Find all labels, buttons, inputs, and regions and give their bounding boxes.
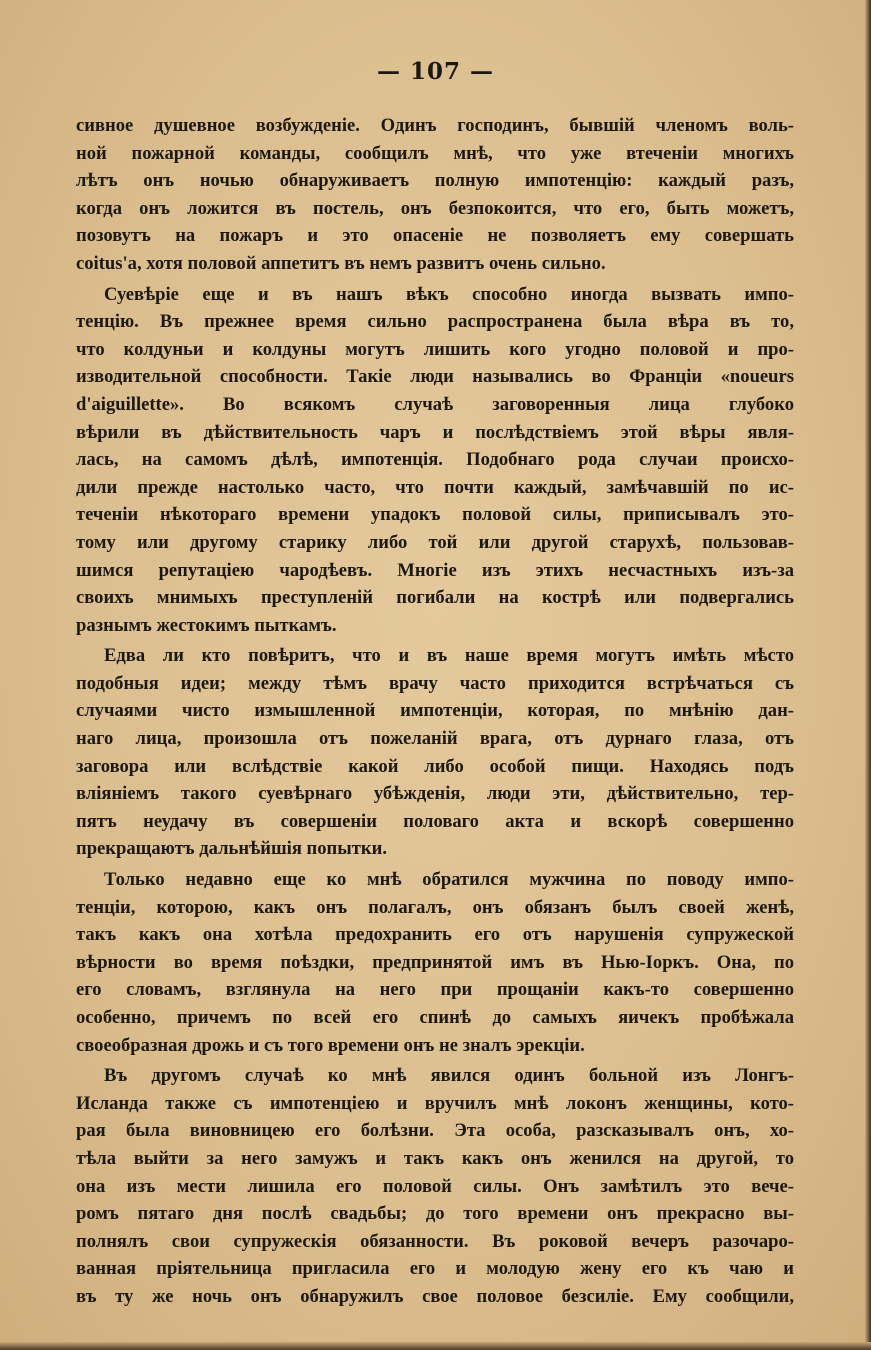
text-line: дили прежде настолько часто, что почти каждый, замѣчавшій по ис- bbox=[76, 476, 794, 498]
body-text bbox=[76, 112, 794, 1314]
text-line: тѣла выйти за него замужъ и такъ какъ онъ женился на другой, то bbox=[76, 1147, 794, 1169]
text-line: тому или другому старику либо той или другой старухѣ, пользовав- bbox=[76, 531, 794, 553]
text-line: своеобразная дрожь и съ того времени онъ не зналъ эрекціи. bbox=[76, 1034, 585, 1056]
text-line: coitus'а, хотя половой аппетитъ въ немъ развитъ очень сильно. bbox=[76, 252, 606, 274]
text-line: ванная пріятельница пригласила его и молодую жену его къ чаю и bbox=[76, 1258, 794, 1280]
text-line: ромъ пятаго дня послѣ свадьбы; до того времени онъ прекрасно вы- bbox=[76, 1203, 794, 1225]
text-line: сивное душевное возбужденіе. Одинъ господинъ, бывшій членомъ воль- bbox=[76, 115, 794, 136]
paragraph bbox=[76, 112, 794, 278]
text-line: случаями чисто измышленной импотенціи, которая, по мнѣнію дан- bbox=[76, 700, 794, 722]
text-line: лась, на самомъ дѣлѣ, импотенція. Подобнаго рода случаи происхо- bbox=[76, 449, 794, 471]
text-line: позовутъ на пожаръ и это опасеніе не позволяетъ ему совершать bbox=[76, 225, 794, 247]
text-line: шимся репутаціею чародѣевъ. Многіе изъ этихъ несчастныхъ изъ-за bbox=[76, 559, 794, 581]
text-line: его словамъ, взглянула на него при прощаніи какъ-то совершенно bbox=[76, 979, 794, 1001]
text-line: заговора или вслѣдствіе какой либо особой пищи. Находясь подъ bbox=[76, 755, 794, 777]
text-line: теченіи нѣкотораго времени упадокъ половой силы, приписывалъ это- bbox=[76, 504, 794, 526]
text-line: тенціи, которою, какъ онъ полагалъ, онъ обязанъ былъ своей женѣ, bbox=[76, 896, 794, 918]
text-line: d'aiguillette». Во всякомъ случаѣ заговоренныя лица глубоко bbox=[76, 393, 794, 415]
paragraph bbox=[76, 1062, 794, 1310]
page-edge-shadow bbox=[865, 0, 871, 1350]
text-line: Въ другомъ случаѣ ко мнѣ явился одинъ больной изъ Лонгъ- bbox=[104, 1065, 794, 1087]
text-line: такъ какъ она хотѣла предохранить его отъ нарушенія супружеской bbox=[76, 924, 794, 946]
text-line: полнялъ свои супружескія обязанности. Въ роковой вечеръ разочаро- bbox=[76, 1230, 794, 1252]
page-bottom-shadow bbox=[0, 1342, 871, 1350]
text-line: подобныя идеи; между тѣмъ врачу часто приходится встрѣчаться съ bbox=[76, 672, 794, 694]
text-line: вліяніемъ такого суевѣрнаго убѣжденія, люди эти, дѣйствительно, тер- bbox=[76, 783, 794, 805]
paragraph bbox=[76, 642, 794, 863]
text-line: вѣрности во время поѣздки, предпринятой имъ въ Нью-Іоркъ. Она, по bbox=[76, 951, 794, 973]
text-line: она изъ мести лишила его половой силы. Онъ замѣтилъ это вече- bbox=[76, 1175, 794, 1197]
paragraph bbox=[76, 866, 794, 1059]
text-line: Исланда также съ импотенціею и вручилъ мнѣ локонъ женщины, кото- bbox=[76, 1092, 794, 1114]
text-line: тенцію. Въ прежнее время сильно распространена была вѣра въ то, bbox=[76, 311, 794, 333]
text-line: когда онъ ложится въ постель, онъ безпокоится, что его, быть можетъ, bbox=[76, 197, 794, 219]
text-line: особенно, причемъ по всей его спинѣ до самыхъ яичекъ пробѣжала bbox=[76, 1007, 794, 1028]
text-line: изводительной способности. Такіе люди назывались во Франціи «noueurs bbox=[76, 366, 794, 388]
text-line: вѣрили въ дѣйствительность чаръ и послѣдствіемъ этой вѣры явля- bbox=[76, 421, 794, 443]
text-line: что колдуньи и колдуны могутъ лишить кого угодно половой и про- bbox=[76, 338, 794, 360]
text-line: прекращаютъ дальнѣйшія попытки. bbox=[76, 838, 387, 860]
text-line: ной пожарной команды, сообщилъ мнѣ, что уже втеченіи многихъ bbox=[76, 142, 794, 164]
text-line: своихъ мнимыхъ преступленій погибали на кострѣ или подвергались bbox=[76, 587, 794, 609]
page-number: — 107 — bbox=[376, 58, 495, 85]
text-line: лѣтъ онъ ночью обнаруживаетъ полную импотенцію: каждый разъ, bbox=[76, 170, 794, 192]
paragraph bbox=[76, 281, 794, 640]
text-line: Едва ли кто повѣритъ, что и въ наше время могутъ имѣть мѣсто bbox=[104, 645, 794, 667]
text-line: въ ту же ночь онъ обнаружилъ свое половое безсиліе. Ему сообщили, bbox=[76, 1285, 794, 1307]
text-line: Суевѣріе еще и въ нашъ вѣкъ способно иногда вызвать импо- bbox=[104, 283, 794, 305]
text-line: Только недавно еще ко мнѣ обратился мужчина по поводу импо- bbox=[104, 869, 794, 891]
text-line: наго лица, произошла отъ пожеланій врага, отъ дурнаго глаза, отъ bbox=[76, 728, 794, 750]
text-line: разнымъ жестокимъ пыткамъ. bbox=[76, 614, 337, 636]
text-line: пятъ неудачу въ совершеніи половаго акта и вскорѣ совершенно bbox=[76, 810, 794, 832]
text-line: рая была виновницею его болѣзни. Эта особа, разсказывалъ онъ, хо- bbox=[76, 1120, 794, 1142]
